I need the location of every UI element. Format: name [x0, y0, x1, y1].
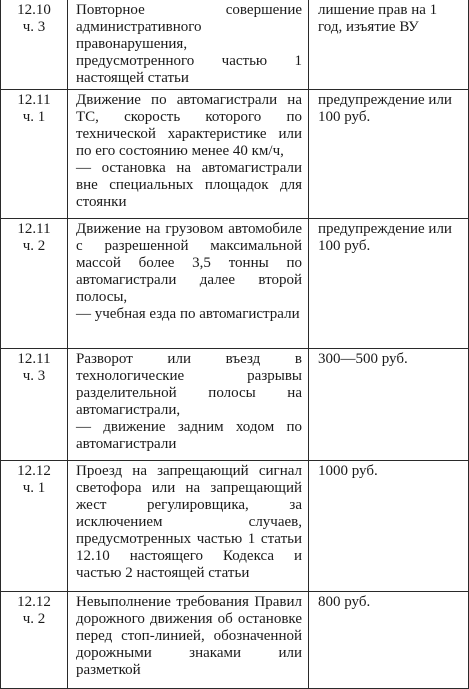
article-part: ч. 3 [22, 19, 46, 35]
penalty-text: 1000 руб. [318, 463, 378, 479]
offense-description [68, 0, 309, 90]
offense-text: Невыполнение требования Правил дорожного движения об остановке перед стоп-линией, обозначенной дорожными знаками или разметкой [76, 594, 302, 678]
article-part: ч. 1 [22, 109, 46, 125]
article-number: 12.11 [17, 92, 51, 108]
article-number: 12.11 [17, 351, 51, 367]
offense-description [68, 592, 309, 689]
table-row [1, 461, 469, 592]
article-number: 12.12 [17, 594, 51, 610]
table-row [1, 592, 469, 689]
table-row [1, 219, 469, 349]
offense-text: Разворот или въезд в технологические разрывы разделительной полосы на автомагистрали, — движение задним ходом по автомагистрали [76, 351, 302, 452]
penalty-cell [309, 349, 469, 461]
penalty-text: предупреждение или 100 руб. [318, 221, 452, 254]
offense-text: Движение на грузовом автомобиле с разрешенной максимальной массой более 3,5 тонны по автомагистрали далее второй полосы, — учебная езда по автомагистрали [76, 221, 302, 322]
article-cell [1, 349, 68, 461]
penalty-cell [309, 0, 469, 90]
penalty-text: лишение прав на 1 год, изъятие ВУ [318, 2, 438, 35]
article-part: ч. 2 [22, 611, 46, 627]
article-cell [1, 0, 68, 90]
article-part: ч. 3 [22, 368, 46, 384]
table-row [1, 90, 469, 219]
offense-description [68, 461, 309, 592]
table-row [1, 349, 469, 461]
article-cell [1, 461, 68, 592]
offense-description [68, 349, 309, 461]
offense-description [68, 219, 309, 349]
offense-text: Проезд на запрещающий сигнал светофора или на запрещающий жест регулировщика, за исключением случаев, предусмотренных частью 1 статьи 12.10 настоящего Кодекса и частью 2 настоящей статьи [76, 463, 302, 581]
article-number: 12.12 [17, 463, 51, 479]
penalty-text: 800 руб. [318, 594, 371, 610]
offense-text: Повторное совершение административного правонарушения, предусмотренного частью 1 настоящей статьи [76, 2, 302, 86]
penalty-text: 300—500 руб. [318, 351, 408, 367]
penalty-cell [309, 219, 469, 349]
offense-text: Движение по автомагистрали на ТС, скорость которого по технической характеристике или по его состоянию менее 40 км/ч, — остановка на автомагистрали вне специальных площадок для стоянки [76, 92, 302, 210]
article-part: ч. 2 [22, 238, 46, 254]
penalty-text: предупреждение или 100 руб. [318, 92, 452, 125]
article-part: ч. 1 [22, 480, 46, 496]
article-cell [1, 90, 68, 219]
penalty-cell [309, 592, 469, 689]
article-number: 12.10 [17, 2, 51, 18]
table-row [1, 0, 469, 90]
penalty-cell [309, 90, 469, 219]
article-number: 12.11 [17, 221, 51, 237]
article-cell [1, 592, 68, 689]
offense-description [68, 90, 309, 219]
penalty-cell [309, 461, 469, 592]
article-cell [1, 219, 68, 349]
